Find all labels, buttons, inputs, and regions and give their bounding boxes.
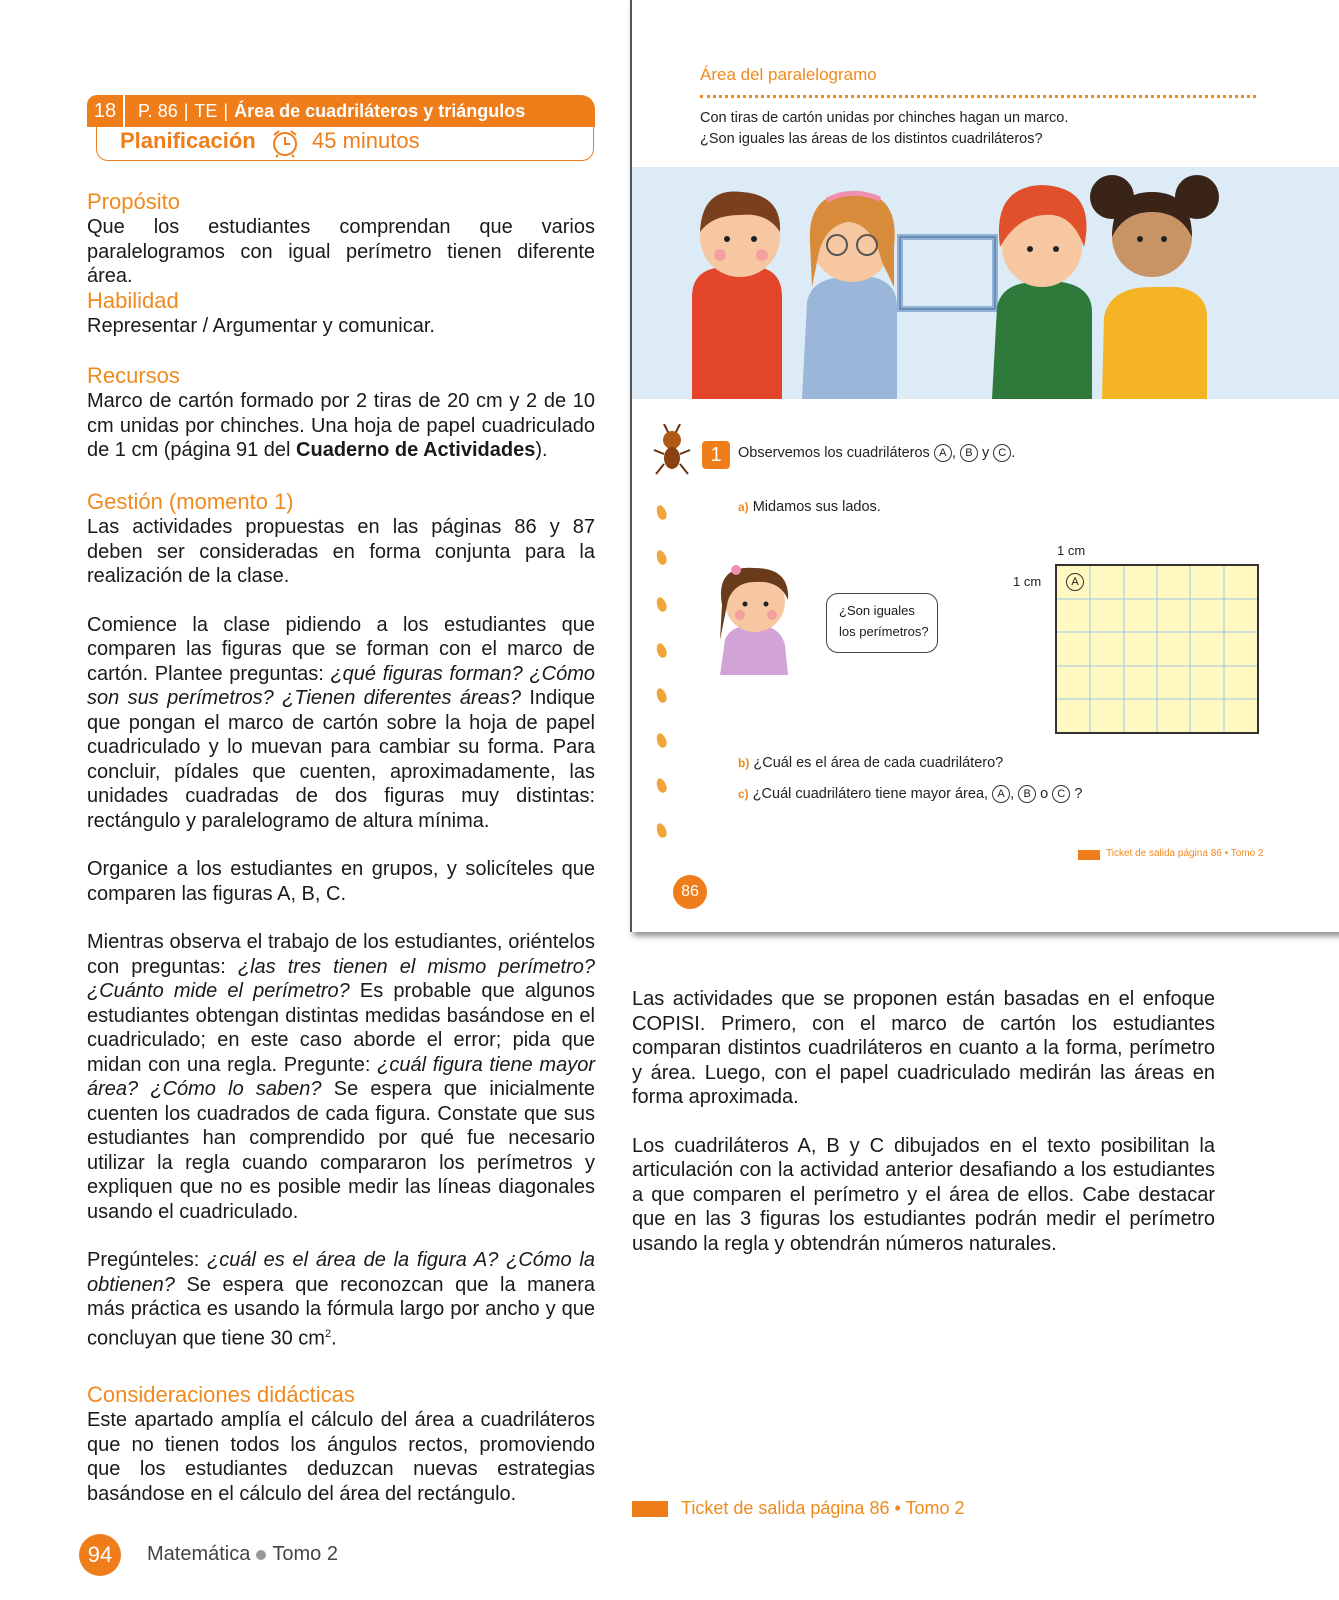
ticket-small: Ticket de salida página 86 • Tomo 2 [1106, 848, 1264, 859]
question-a: a) Midamos sus lados. [738, 499, 881, 515]
book-intro: Con tiras de cartón unidas por chinches hagan un marco. ¿Son iguales las áreas de los distintos cuadriláteros? [700, 110, 1069, 147]
question-number: 1 [702, 441, 730, 469]
gestion-paragraph: Mientras observa el trabajo de los estudiantes, oriéntelos con preguntas: ¿las tres tienen el mismo perímetro? ¿Cuánto mide el perímetro? Es probable que algunos estudiantes obtengan distintas medidas basándose en el cuadriculado; en este caso aborde el error; pida que midan con una regla. Pregunte: ¿cuál figura tiene mayor área? ¿Cómo lo saben? Se espera que inicialmente cuenten los cuadrados de cada figura. Constate que sus estudiantes han comprendido por qué fue necesario utilizar la regla cuando compararon los perímetros y expliquen que no es posible medir las líneas diagonales usando el cuadriculado. [87, 931, 595, 1223]
ticket-label: Ticket de salida página 86 • Tomo 2 [681, 1498, 965, 1518]
grid-left-label: 1 cm [1013, 574, 1042, 589]
proposito-section [87, 189, 595, 289]
girl-thinking-image [700, 560, 810, 675]
alarm-clock-icon [270, 128, 300, 158]
right-column-text [632, 987, 1215, 1256]
lesson-number: 18 [87, 95, 125, 127]
grid-top-label: 1 cm [1057, 543, 1086, 558]
speech-bubble: ¿Son iguales los perímetros? [826, 593, 938, 653]
grid-label-a: A [1066, 573, 1084, 591]
lesson-title: Área de cuadriláteros y triángulos [234, 101, 526, 121]
consideraciones-text: Este apartado amplía el cálculo del área a cuadriláteros que no tienen todos los ángulos rectos, promoviendo que los estudiantes deduzcan nuevas estrategias basándose en el cálculo del área del rectángulo. [87, 1409, 595, 1505]
ticket-icon [1078, 850, 1100, 860]
children-illustration [632, 167, 1339, 399]
te-label: TE [194, 101, 218, 121]
gestion-paragraph: Pregúnteles: ¿cuál es el área de la figura A? ¿Cómo la obtienen? Se espera que reconozcan que la manera más práctica es usando la fórmula largo por ancho y que concluyan que tiene 30 $cm^2$. [87, 1249, 595, 1350]
right-paragraph: Los cuadriláteros A, B y C dibujados en el texto posibilitan la articulación con la actividad anterior desafiando a los estudiantes a que comparen el perímetro y el área de ellos. Cabe destacar que en las 3 figuras los estudiantes podrán medir el perímetro usando la regla y obtendrán números naturales. [632, 1134, 1215, 1255]
page-ref: P. 86 [138, 101, 178, 121]
habilidad-section [87, 288, 595, 339]
gestion-paragraph: Comience la clase pidiendo a los estudiantes que comparen las figuras que se forman con el marco de cartón. Plantee preguntas: ¿qué figuras forman? ¿Cómo son sus perímetros? ¿Tienen diferentes áreas? Indique que pongan el marco de cartón sobre la hoja de papel cuadriculado y lo muevan para cambiar su forma. Para concluir, pídales que cuenten, aproximadamente, las unidades cuadradas de dos figuras muy distintas: rectángulo y paralelogramo de altura mínima. [87, 613, 595, 832]
question-c: c) ¿Cuál cuadrilátero tiene mayor área, A , B o C ? [738, 785, 1083, 802]
duration: 45 minutos [312, 128, 420, 153]
grid-lines [1057, 566, 1257, 732]
planning-label: Planificación [120, 128, 256, 153]
book-title: Área del paralelogramo [700, 65, 877, 84]
ant-icon [652, 424, 692, 479]
label-b: B [960, 444, 978, 462]
book-page-number: 86 [673, 875, 707, 909]
page-number: 94 [79, 1534, 121, 1576]
grid-figure-a [1055, 564, 1259, 734]
recursos-text: Marco de cartón formado por 2 tiras de 20 cm y 2 de 10 cm unidas por chinches. Una hoja de papel cuadriculado de 1 cm (página 91 del Cuaderno de Actividades). [87, 390, 595, 461]
section-title: Gestión (momento 1) [87, 489, 294, 514]
recursos-section [87, 363, 595, 463]
children-holding-frame-image [632, 167, 1339, 399]
lesson-title-bar: P. 86 | TE | Área de cuadriláteros y triángulos [138, 101, 526, 121]
proposito-text: Que los estudiantes comprendan que varios paralelogramos con igual perímetro tienen diferente área. [87, 216, 595, 287]
gestion-paragraph: Las actividades propuestas en las páginas 86 y 87 deben ser consideradas en forma conjunta para la realización de la clase. [87, 516, 595, 587]
label-c: C [993, 444, 1011, 462]
consideraciones-section [87, 1382, 595, 1506]
section-title: Recursos [87, 363, 180, 388]
dotted-divider [700, 95, 1256, 98]
gestion-paragraph: Organice a los estudiantes en grupos, y solicíteles que comparen las figuras A, B, C. [87, 858, 595, 905]
question-b: b) ¿Cuál es el área de cada cuadrilátero? [738, 755, 1004, 771]
ticket-icon [632, 1501, 668, 1517]
right-paragraph: Las actividades que se proponen están basadas en el enfoque COPISI. Primero, con el marco de cartón los estudiantes comparan distintos cuadriláteros en cuanto a la forma, perímetro y área. Luego, con el papel cuadriculado medirán las áreas en forma aproximada. [632, 988, 1215, 1108]
footer-subject: Matemática Tomo 2 [147, 1543, 338, 1565]
question-1: Observemos los cuadriláteros A , B y C . [738, 444, 1016, 461]
label-a: A [934, 444, 952, 462]
section-title: Propósito [87, 189, 180, 214]
habilidad-text: Representar / Argumentar y comunicar. [87, 315, 435, 337]
section-title: Habilidad [87, 288, 179, 313]
gestion-section [87, 489, 595, 1351]
section-title: Consideraciones didácticas [87, 1382, 355, 1407]
